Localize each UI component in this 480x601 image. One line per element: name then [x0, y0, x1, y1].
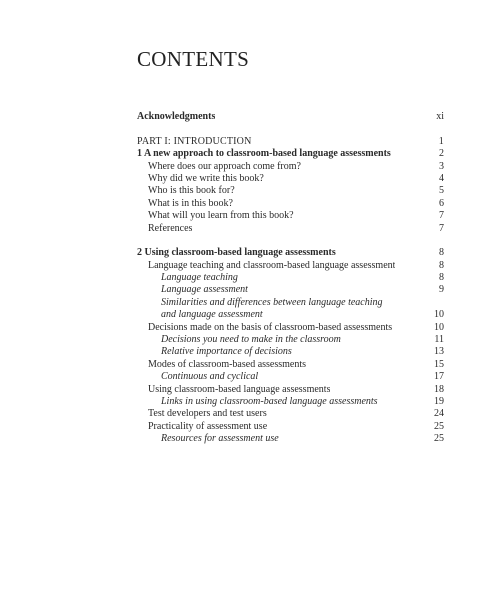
toc-entry-title: Language assessment — [161, 284, 248, 296]
toc-entry-page: 9 — [439, 284, 444, 296]
toc-entry-page: 8 — [439, 272, 444, 284]
toc-entry-title: Similarities and differences between language teaching — [161, 296, 383, 308]
toc-subentry — [137, 334, 444, 346]
toc-subentry — [137, 346, 444, 358]
toc-entry-title: Modes of classroom-based assessments — [148, 358, 307, 370]
toc-subentry — [137, 309, 444, 321]
toc-entry-page: 3 — [439, 160, 444, 172]
toc-entry-page: 17 — [434, 371, 444, 383]
toc-entry-title: References — [148, 222, 193, 234]
toc-entry-chapter-2 — [137, 247, 444, 259]
toc-entry-title: Relative importance of decisions — [161, 346, 292, 358]
toc-entry-page: 10 — [434, 321, 444, 333]
toc-entry-title: What is in this book? — [148, 197, 233, 209]
toc-entry-title: Language teaching and classroom-based language assessment — [148, 259, 396, 271]
toc-entry-title: 1 A new approach to classroom-based language assessments — [137, 148, 391, 160]
toc-entry-page: 13 — [434, 346, 444, 358]
toc-entry-page: 5 — [439, 185, 444, 197]
toc-entry — [137, 185, 444, 197]
toc-entry-title: Acknowledgments — [137, 111, 216, 122]
toc-entry-page: 2 — [439, 148, 444, 160]
toc-entry-title: Resources for assessment use — [161, 433, 279, 445]
toc-entry-title: Decisions you need to make in the classroom — [161, 334, 341, 346]
toc-entry-title: Who is this book for? — [148, 185, 235, 197]
toc-entry-title: Links in using classroom-based language assessments — [161, 395, 378, 407]
toc-entry-title: Continuous and cyclical — [161, 371, 259, 383]
toc-entry-page: 24 — [434, 408, 444, 420]
toc-entry — [137, 260, 444, 272]
toc-entry-page: 10 — [434, 309, 444, 321]
toc-subentry — [137, 284, 444, 296]
toc-subentry — [137, 371, 444, 383]
toc-entry-page: 25 — [434, 433, 444, 445]
toc-entry-page: 19 — [434, 395, 444, 407]
toc-entry-title: Language teaching — [161, 272, 238, 284]
toc-entry-chapter-1 — [137, 148, 444, 160]
table-of-contents — [137, 111, 444, 446]
toc-entry-page: xi — [436, 111, 444, 122]
toc-entry-title: PART I: INTRODUCTION — [137, 135, 252, 147]
toc-entry-title: Where does our approach come from? — [148, 160, 301, 172]
toc-entry — [137, 198, 444, 210]
toc-entry-title: Practicality of assessment use — [148, 420, 268, 432]
toc-entry-page: 7 — [439, 210, 444, 222]
toc-entry-title: Why did we write this book? — [148, 172, 264, 184]
toc-entry-page: 18 — [434, 383, 444, 395]
toc-entry-page: 25 — [434, 420, 444, 432]
toc-subentry — [137, 433, 444, 445]
toc-entry-page: 1 — [438, 135, 444, 147]
toc-entry-page: 8 — [439, 259, 444, 271]
toc-entry-title: Using classroom-based language assessments — [148, 383, 331, 395]
toc-entry-page: 7 — [439, 222, 444, 234]
toc-subentry — [137, 297, 444, 309]
toc-entry — [137, 173, 444, 185]
toc-entry-page: 15 — [434, 358, 444, 370]
toc-entry — [137, 408, 444, 420]
toc-entry — [137, 161, 444, 173]
toc-entry-page: 8 — [439, 247, 444, 259]
toc-entry — [137, 384, 444, 396]
toc-entry-title: 2 Using classroom-based language assessments — [137, 247, 336, 259]
toc-entry-title: and language assessment — [161, 309, 263, 321]
toc-subentry — [137, 396, 444, 408]
toc-entry — [137, 223, 444, 235]
toc-entry-title: Test developers and test users — [148, 408, 267, 420]
toc-entry-part-1 — [137, 136, 444, 148]
toc-entry — [137, 322, 444, 334]
page-title: CONTENTS — [137, 47, 250, 71]
toc-subentry — [137, 272, 444, 284]
toc-entry — [137, 210, 444, 222]
toc-entry-page: 11 — [434, 334, 444, 346]
toc-entry — [137, 359, 444, 371]
toc-entry-page: 6 — [439, 197, 444, 209]
toc-entry-title: Decisions made on the basis of classroom-based assessments — [148, 321, 393, 333]
toc-entry-acknowledgments — [137, 111, 444, 123]
toc-entry — [137, 421, 444, 433]
toc-entry-page: 4 — [439, 172, 444, 184]
toc-entry-title: What will you learn from this book? — [148, 210, 294, 222]
